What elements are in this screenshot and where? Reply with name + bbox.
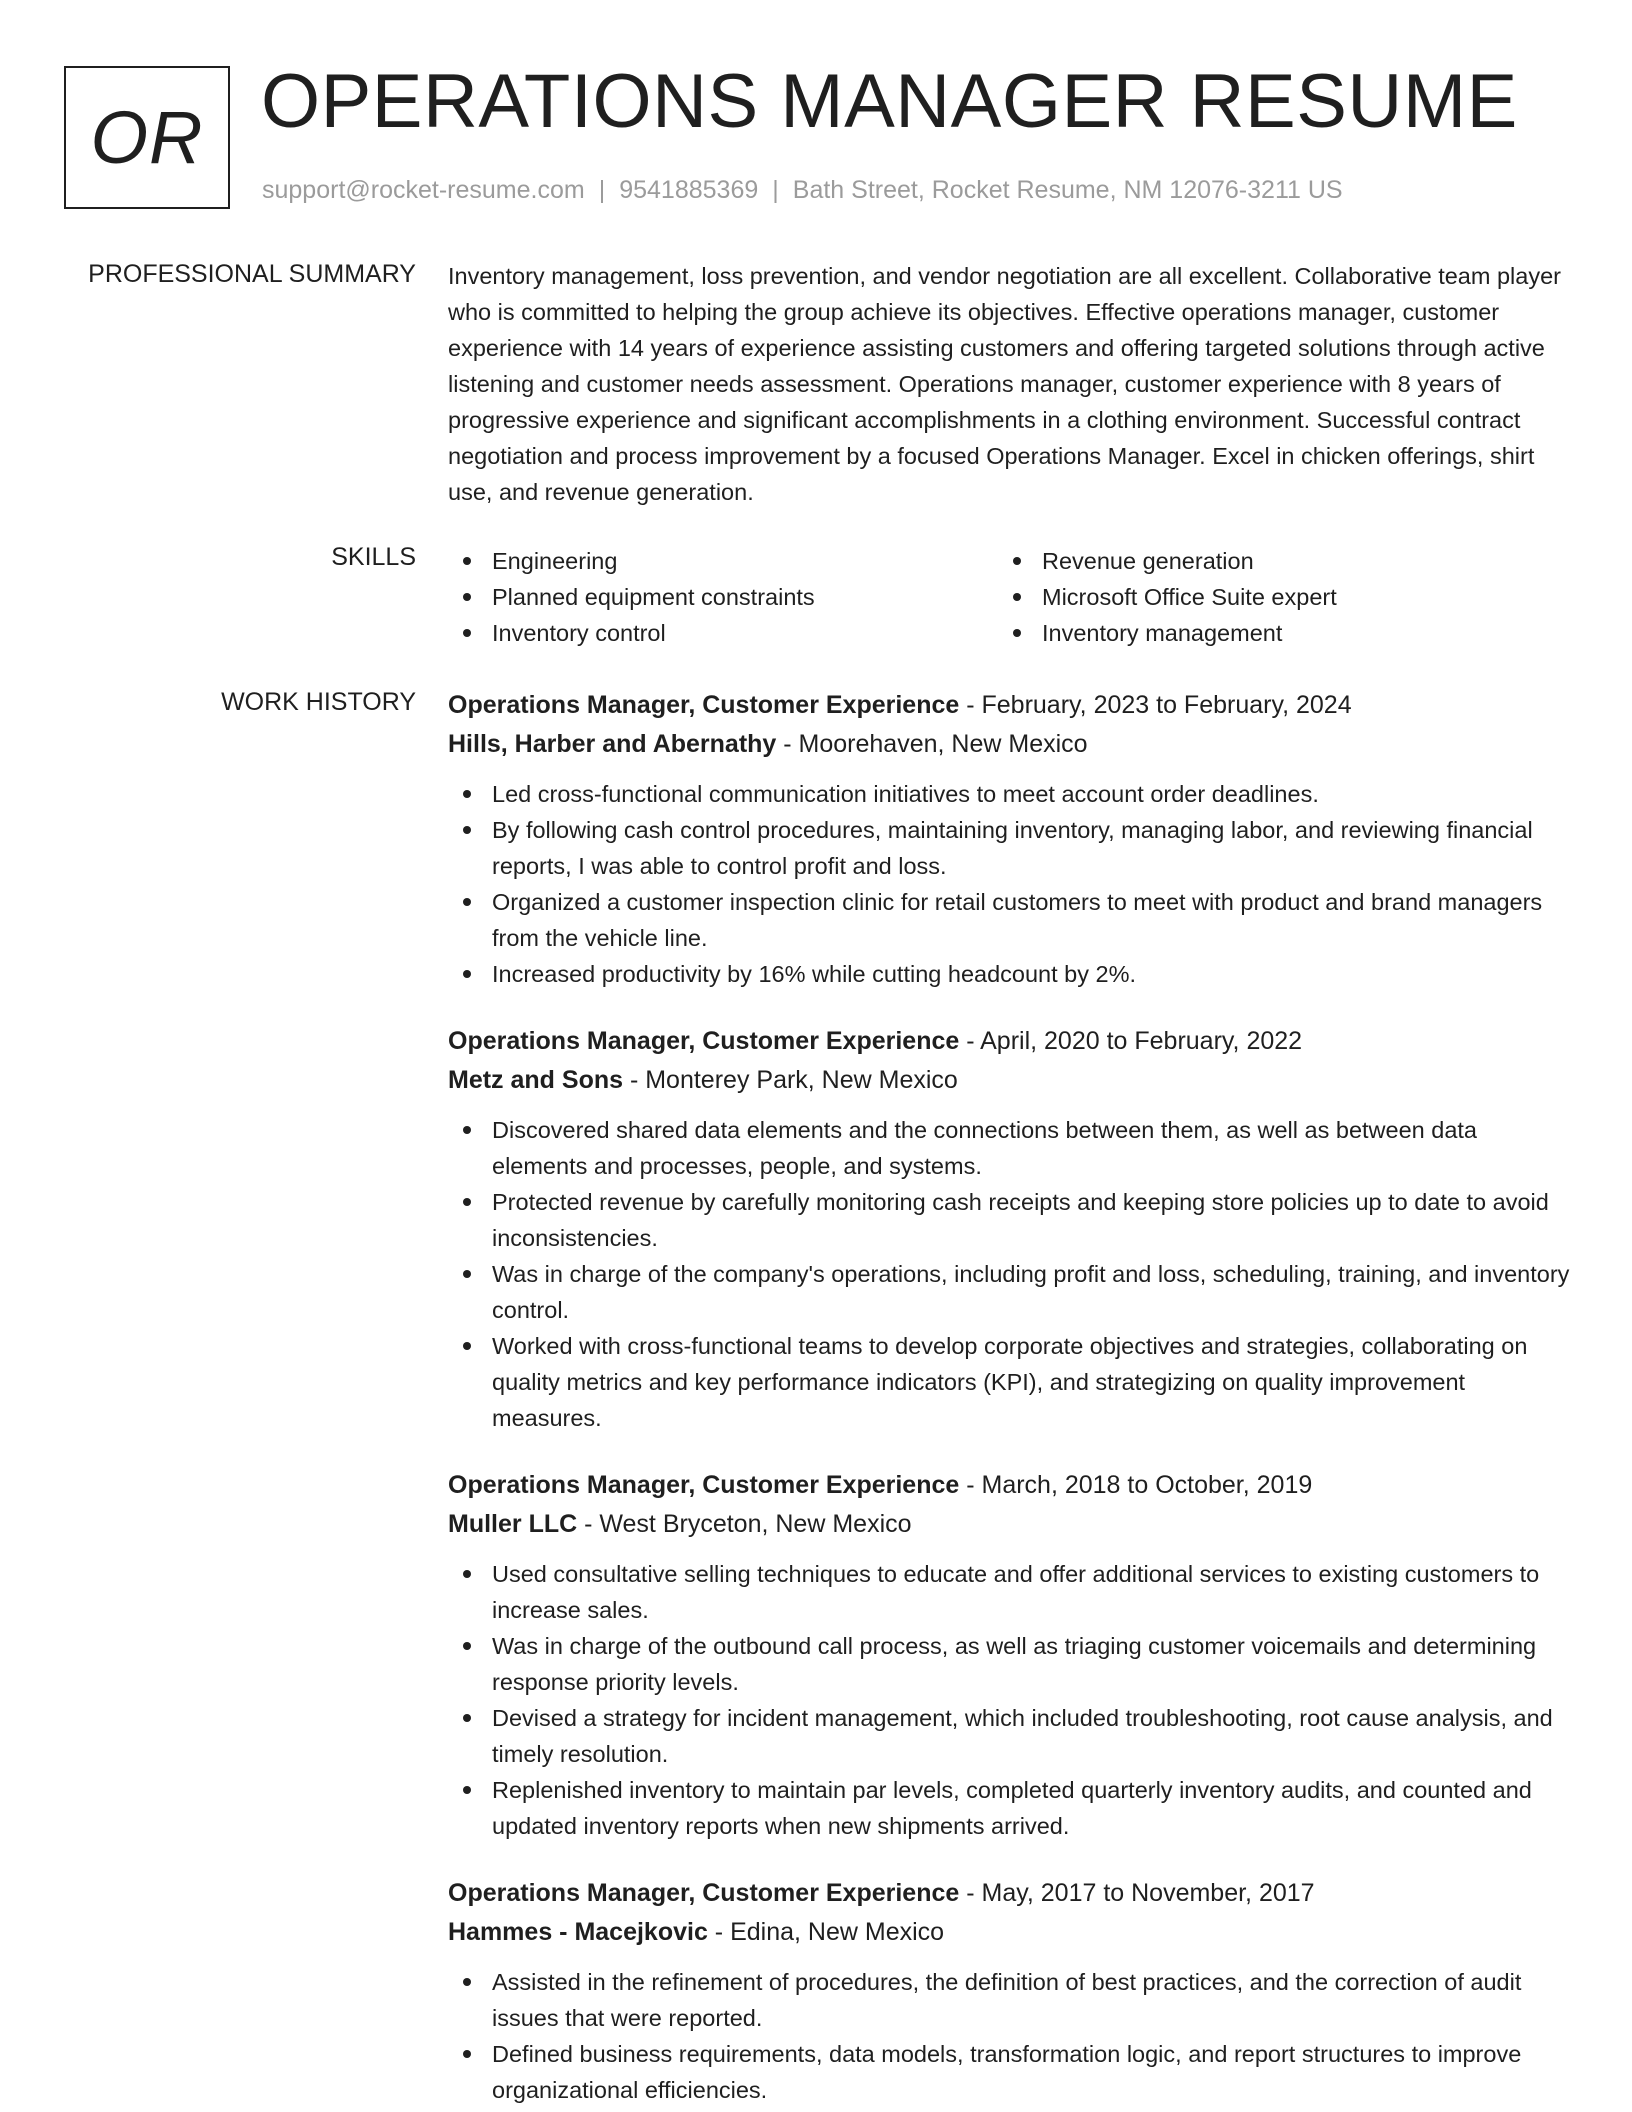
skill-item: Revenue generation xyxy=(998,543,1548,579)
job-company: Metz and Sons xyxy=(448,1066,624,1094)
job-bullets xyxy=(448,776,1572,992)
contact-separator: | xyxy=(598,176,606,204)
contact-email[interactable]: support@rocket-resume.com xyxy=(262,176,585,204)
job-bullet: Replenished inventory to maintain par levels, completed quarterly inventory audits, and counted and updated inventory reports when new shipments arrived. xyxy=(448,1772,1572,1844)
skill-item: Inventory control xyxy=(448,615,998,651)
job-location: - Moorehaven, New Mexico xyxy=(776,730,1088,758)
section-label-summary: PROFESSIONAL SUMMARY xyxy=(88,260,416,288)
skills-column-right xyxy=(998,543,1548,651)
job-location: - West Bryceton, New Mexico xyxy=(577,1510,912,1538)
skill-item: Engineering xyxy=(448,543,998,579)
section-label-skills: SKILLS xyxy=(331,543,416,571)
skill-item: Planned equipment constraints xyxy=(448,579,998,615)
job-entry xyxy=(448,1874,1572,2108)
job-dates: - March, 2018 to October, 2019 xyxy=(959,1471,1313,1499)
job-company-line xyxy=(448,724,1572,764)
job-location: - Edina, New Mexico xyxy=(707,1918,945,1946)
job-company-line xyxy=(448,1060,1572,1100)
job-dates: - May, 2017 to November, 2017 xyxy=(959,1879,1315,1907)
job-company-line xyxy=(448,1504,1572,1544)
contact-line xyxy=(262,176,1343,205)
job-bullets xyxy=(448,1112,1572,1436)
skill-item: Microsoft Office Suite expert xyxy=(998,579,1548,615)
job-bullet: By following cash control procedures, maintaining inventory, managing labor, and reviewing financial reports, I was able to control profit and loss. xyxy=(448,812,1572,884)
job-title-line xyxy=(448,686,1572,724)
resume-title: OPERATIONS MANAGER RESUME xyxy=(261,59,1518,144)
job-bullet: Increased productivity by 16% while cutting headcount by 2%. xyxy=(448,956,1572,992)
job-bullet: Protected revenue by carefully monitoring cash receipts and keeping store policies up to date to avoid inconsistencies. xyxy=(448,1184,1572,1256)
contact-separator: | xyxy=(772,176,779,204)
monogram-initials: OR xyxy=(90,96,204,179)
monogram-box xyxy=(64,66,230,209)
job-location: - Monterey Park, New Mexico xyxy=(623,1066,958,1094)
job-bullet: Organized a customer inspection clinic for retail customers to meet with product and brand managers from the vehicle line. xyxy=(448,884,1572,956)
job-bullet: Was in charge of the company's operations, including profit and loss, scheduling, training, and inventory control. xyxy=(448,1256,1572,1328)
job-bullet: Devised a strategy for incident management, which included troubleshooting, root cause analysis, and timely resolution. xyxy=(448,1700,1572,1772)
contact-phone[interactable]: 9541885369 xyxy=(619,176,759,204)
job-bullets xyxy=(448,1964,1572,2108)
job-title: Operations Manager, Customer Experience xyxy=(448,1027,960,1055)
job-dates: - February, 2023 to February, 2024 xyxy=(959,691,1352,719)
job-company: Hills, Harber and Abernathy xyxy=(448,730,777,758)
job-title: Operations Manager, Customer Experience xyxy=(448,691,960,719)
work-history xyxy=(448,686,1572,2112)
job-title: Operations Manager, Customer Experience xyxy=(448,1879,960,1907)
job-bullet: Defined business requirements, data models, transformation logic, and report structures to improve organizational efficiencies. xyxy=(448,2036,1572,2108)
job-bullet: Worked with cross-functional teams to develop corporate objectives and strategies, collaborating on quality metrics and key performance indicators (KPI), and strategizing on quality improvement measures. xyxy=(448,1328,1572,1436)
job-bullet: Was in charge of the outbound call process, as well as triaging customer voicemails and determining response priority levels. xyxy=(448,1628,1572,1700)
job-dates: - April, 2020 to February, 2022 xyxy=(959,1027,1303,1055)
job-title-line xyxy=(448,1466,1572,1504)
job-title-line xyxy=(448,1022,1572,1060)
skills-list xyxy=(448,543,1572,651)
job-entry xyxy=(448,1466,1572,1844)
job-bullet: Assisted in the refinement of procedures, the definition of best practices, and the correction of audit issues that were reported. xyxy=(448,1964,1572,2036)
job-company: Hammes - Macejkovic xyxy=(448,1918,708,1946)
job-company: Muller LLC xyxy=(448,1510,578,1538)
job-company-line xyxy=(448,1912,1572,1952)
job-entry xyxy=(448,1022,1572,1436)
job-title-line xyxy=(448,1874,1572,1912)
job-entry xyxy=(448,686,1572,992)
section-label-work-history: WORK HISTORY xyxy=(221,688,416,716)
summary-text: Inventory management, loss prevention, and vendor negotiation are all excellent. Collaborative team player who is committed to helping the group achieve its objectives. Effective operations manager, customer experience with 14 years of experience assisting customers and offering targeted solutions through active listening and customer needs assessment. Operations manager, customer experience with 8 years of progressive experience and significant accomplishments in a clothing environment. Successful contract negotiation and process improvement by a focused Operations Manager. Excel in chicken offerings, shirt use, and revenue generation. xyxy=(448,263,1561,505)
skills-column-left xyxy=(448,543,998,651)
job-bullets xyxy=(448,1556,1572,1844)
job-title: Operations Manager, Customer Experience xyxy=(448,1471,960,1499)
job-bullet: Led cross-functional communication initiatives to meet account order deadlines. xyxy=(448,776,1572,812)
job-bullet: Discovered shared data elements and the connections between them, as well as between data elements and processes, people, and systems. xyxy=(448,1112,1572,1184)
skill-item: Inventory management xyxy=(998,615,1548,651)
contact-address: Bath Street, Rocket Resume, NM 12076-3211 US xyxy=(792,176,1343,204)
job-bullet: Used consultative selling techniques to educate and offer additional services to existing customers to increase sales. xyxy=(448,1556,1572,1628)
